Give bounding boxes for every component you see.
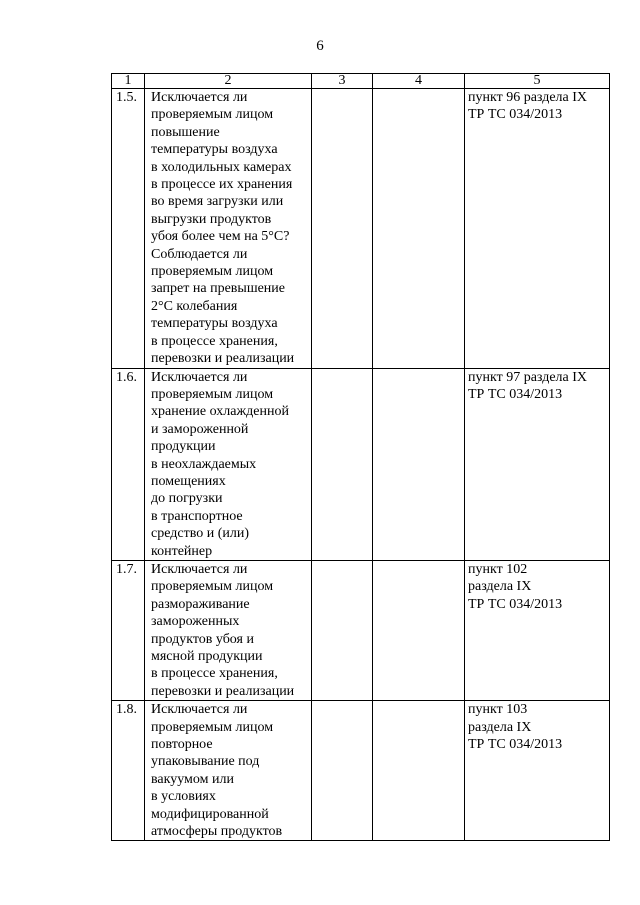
question-line: продукции <box>151 439 216 455</box>
header-row <box>112 74 610 89</box>
question-cell <box>145 89 312 369</box>
question-line: размораживание <box>151 596 250 612</box>
question-line: помещениях <box>151 473 226 489</box>
question-line: перевозки и реализации <box>151 683 295 699</box>
table-row <box>112 560 610 700</box>
column-header-1: 1 <box>112 74 145 89</box>
question-line: Исключается ли <box>151 561 248 577</box>
checklist-table <box>111 73 610 841</box>
question-line: и замороженной <box>151 421 249 437</box>
reference-line: ТР ТС 034/2013 <box>468 386 563 402</box>
table-body <box>112 89 610 841</box>
page-number: 6 <box>316 38 324 54</box>
question-line: хранение охлажденной <box>151 404 289 420</box>
row-number: 1.8. <box>112 701 145 841</box>
question-line: во время загрузки или <box>151 194 284 210</box>
question-line: продуктов убоя и <box>151 631 254 647</box>
question-cell <box>145 560 312 700</box>
question-line: средство и (или) <box>151 526 249 542</box>
question-line: в процессе их хранения <box>151 177 293 193</box>
reference-line: ТР ТС 034/2013 <box>468 596 563 612</box>
column-3-cell <box>312 89 373 369</box>
reference-line: ТР ТС 034/2013 <box>468 107 563 123</box>
question-line: проверяемым лицом <box>151 107 274 123</box>
question-line: Исключается ли <box>151 90 248 105</box>
question-line: Исключается ли <box>151 702 248 718</box>
question-line: температуры воздуха <box>151 142 278 158</box>
reference-cell <box>465 701 610 841</box>
question-line: замороженных <box>151 614 240 630</box>
question-line: проверяемым лицом <box>151 719 274 735</box>
question-line: вакуумом или <box>151 771 234 787</box>
reference-cell <box>465 560 610 700</box>
question-line: убоя более чем на 5°С? <box>151 229 290 245</box>
reference-cell <box>465 368 610 560</box>
reference-line: пункт 102 <box>468 561 528 577</box>
reference-line: ТР ТС 034/2013 <box>468 737 563 753</box>
question-cell <box>145 368 312 560</box>
reference-line: раздела IX <box>468 579 532 595</box>
column-4-cell <box>373 560 465 700</box>
question-line: температуры воздуха <box>151 316 278 332</box>
question-line: проверяемым лицом <box>151 579 274 595</box>
question-line: Соблюдается ли <box>151 246 248 262</box>
column-3-cell <box>312 701 373 841</box>
question-line: атмосферы продуктов <box>151 824 283 840</box>
question-line: повышение <box>151 124 220 140</box>
question-line: в процессе хранения, <box>151 333 278 349</box>
column-header-2: 2 <box>145 74 312 89</box>
question-line: в неохлаждаемых <box>151 456 257 472</box>
question-line: перевозки и реализации <box>151 351 295 367</box>
question-line: упаковывание под <box>151 754 260 770</box>
reference-line: пункт 96 раздела IX <box>468 90 588 105</box>
column-3-cell <box>312 560 373 700</box>
question-line: 2°С колебания <box>151 298 238 314</box>
reference-line: пункт 97 раздела IX <box>468 369 588 385</box>
question-line: Исключается ли <box>151 369 248 385</box>
reference-cell <box>465 89 610 369</box>
table-row <box>112 89 610 369</box>
question-line: контейнер <box>151 543 213 559</box>
column-4-cell <box>373 701 465 841</box>
question-line: проверяемым лицом <box>151 264 274 280</box>
column-header-4: 4 <box>373 74 465 89</box>
question-line: в процессе хранения, <box>151 666 278 682</box>
column-header-5: 5 <box>465 74 610 89</box>
question-line: в условиях <box>151 789 216 805</box>
question-line: проверяемым лицом <box>151 386 274 402</box>
table-row <box>112 701 610 841</box>
row-number: 1.6. <box>112 368 145 560</box>
question-line: в транспортное <box>151 508 243 524</box>
reference-line: пункт 103 <box>468 702 528 718</box>
reference-line: раздела IX <box>468 719 532 735</box>
column-4-cell <box>373 368 465 560</box>
column-4-cell <box>373 89 465 369</box>
question-line: запрет на превышение <box>151 281 286 297</box>
question-cell <box>145 701 312 841</box>
question-line: до погрузки <box>151 491 223 507</box>
column-header-3: 3 <box>312 74 373 89</box>
question-line: модифицированной <box>151 806 269 822</box>
column-3-cell <box>312 368 373 560</box>
question-line: мясной продукции <box>151 649 263 664</box>
table-row <box>112 368 610 560</box>
row-number: 1.7. <box>112 560 145 700</box>
question-line: повторное <box>151 737 213 753</box>
row-number: 1.5. <box>112 89 145 369</box>
question-line: в холодильных камерах <box>151 159 292 175</box>
question-line: выгрузки продуктов <box>151 211 272 227</box>
